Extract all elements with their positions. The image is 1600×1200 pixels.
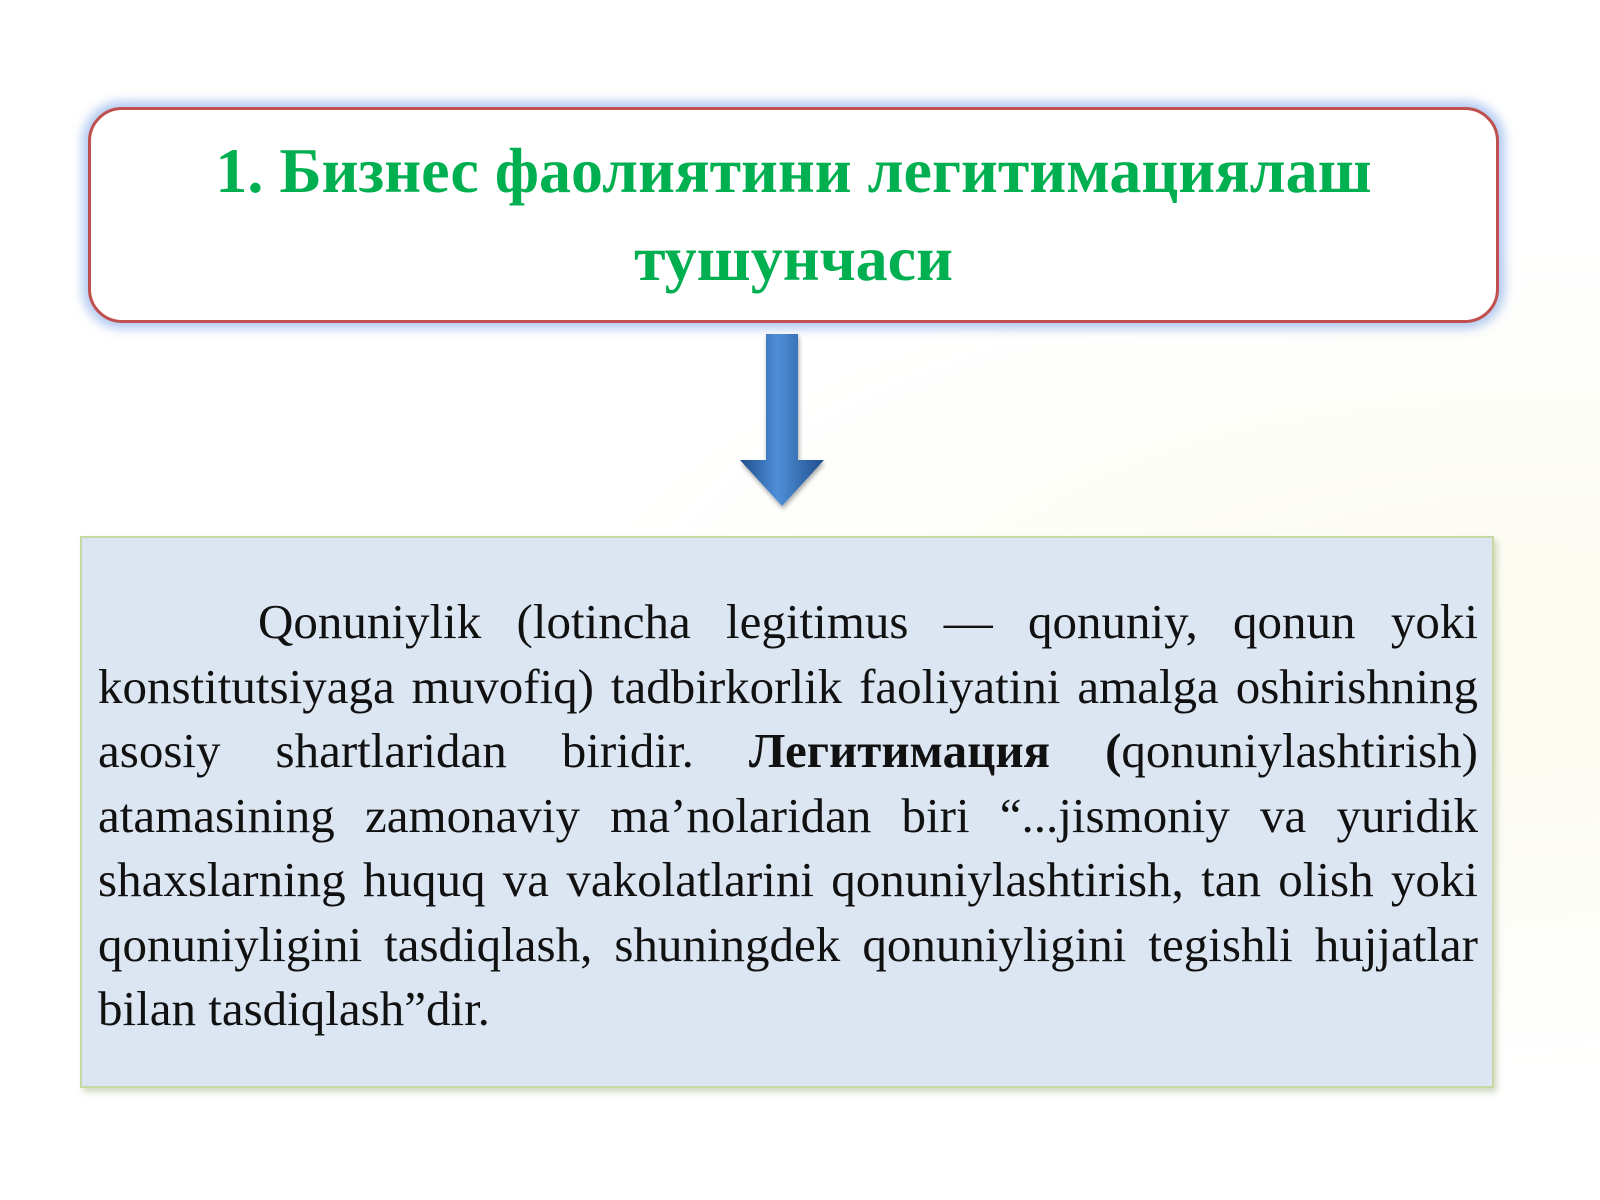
slide-title: 1. Бизнес фаолиятини легитимациялаш тушунчаси bbox=[215, 135, 1372, 294]
down-arrow-icon bbox=[738, 334, 826, 514]
definition-term: Легитимация ( bbox=[748, 723, 1122, 778]
title-box bbox=[88, 107, 1499, 323]
definition-part-1: Qonuniylik (lotincha legitimus — qonuniy, qonun yoki konstitutsiyaga muvofiq) tadbirkorlik faoliyatini amalga oshirishning asosiy shartlaridan biridir. bbox=[98, 594, 1478, 778]
definition-part-2: qonuniylashtirish) atamasining zamonaviy ma’nolaridan biri “...jismoniy va yuridik shaxslarning huquq va vakolatlarini qonuniylashtirish, tan olish yoki qonuniyligini tasdiqlash, shuningdek qonuniyligini tegishli hujjatlar bilan tasdiqlash”dir. bbox=[98, 723, 1478, 1036]
definition-text bbox=[98, 590, 1478, 1042]
definition-box bbox=[80, 536, 1494, 1088]
